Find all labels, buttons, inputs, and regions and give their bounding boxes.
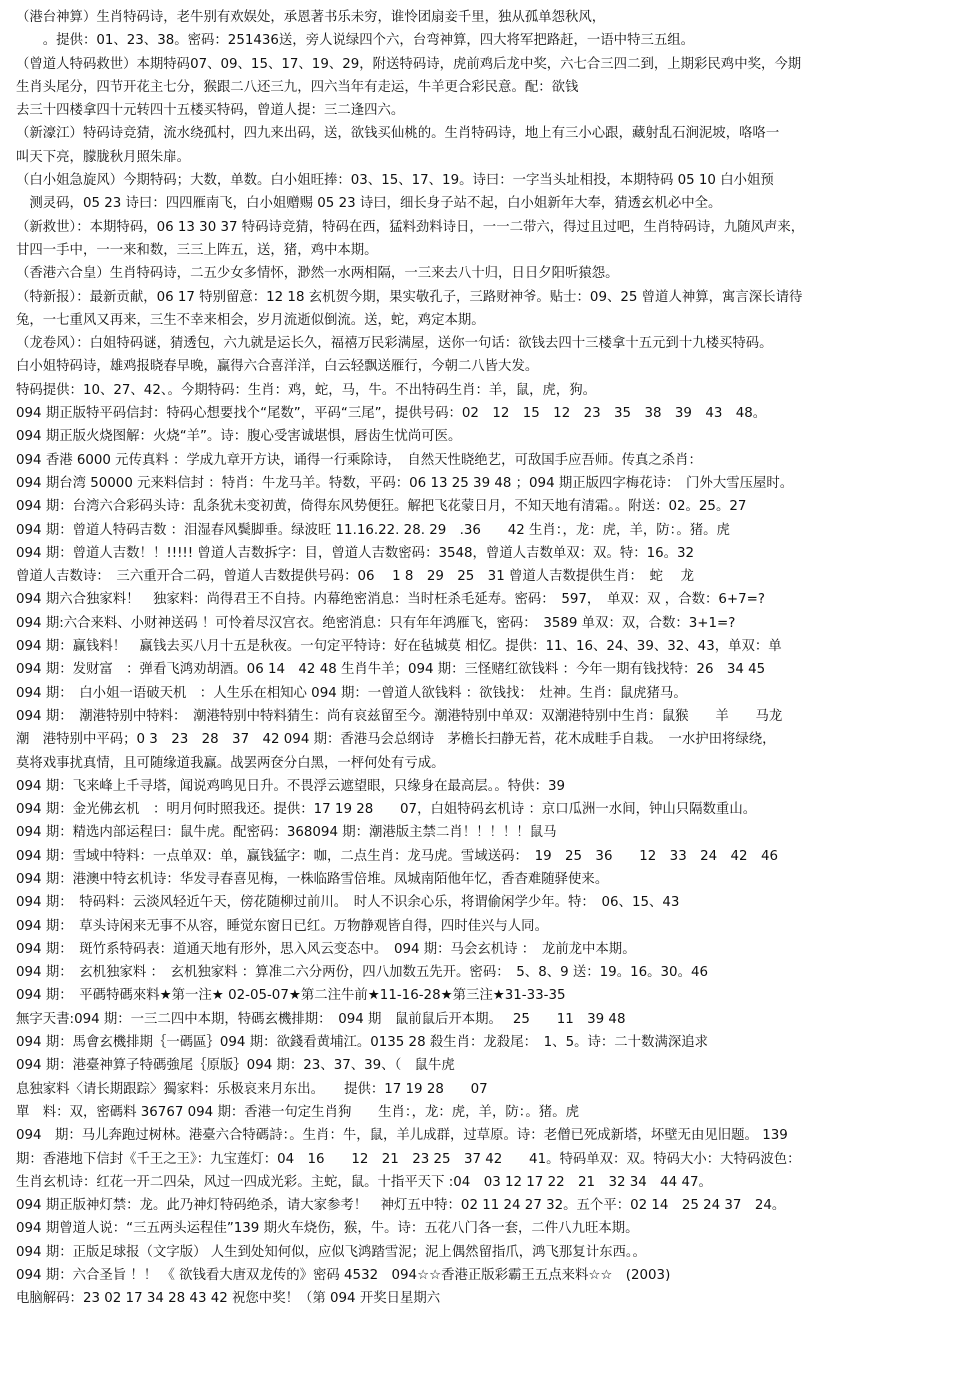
text-line: （香港六合皇）生肖特码诗，二五少女多情怀，渺然一水两相隔，一三来去八十归，日日夕阳听猿怨。: [16, 266, 619, 282]
text-line: 094 期： 潮港特别中特料： 潮港特别中特料猜生：尚有哀兹留至今。潮港特别中单双：双潮港特别中生肖：鼠猴 羊 马龙: [16, 708, 783, 724]
text-line: 094 香港 6000 元传真料 ：学成九章开方诀，诵得一行乘除诗， 自然天性晓绝艺，可敌国手应吾师。传真之杀肖：: [16, 452, 702, 468]
text-line: 094 期： 白小姐一语破天机 ：人生乐在相知心 094 期：一曾道人欲钱料 ：欲钱找： 灶神。生肖：鼠虎猪马。: [16, 685, 687, 701]
text-line: 無字天書:094 期：一三二四中本期，特碼玄機排期： 094 期 鼠前鼠后开本期。 25 11 39 48: [16, 1011, 626, 1027]
text-line: （曾道人特码救世）本期特码07、09、15、17、19、29，附送特码诗，虎前鸡后龙中奖，六七合三四二到，上期彩民鸡中奖，今期: [16, 56, 802, 72]
text-line: 莫将戏事扰真情，且可随缘道我赢。战罢两奁分白黑，一枰何处有亏成。: [16, 755, 445, 771]
text-line: 094 期：金光佛玄机 ：明月何时照我还。提供：17 19 28 07，白姐特码玄机诗 ：京口瓜洲一水间，钟山只隔数重山。: [16, 802, 757, 818]
text-line: 094 期：雪域中特料：一点单双：单，赢钱猛字：咖，二点生肖：龙马虎。雪域送码： 19 25 36 12 33 24 42 46: [16, 848, 779, 864]
text-line: 094 期：六合圣旨 ！！ 《 欲钱看大唐双龙传的》密码 4532 094☆☆香港正版彩霸王五点来料☆☆ (2003): [16, 1268, 671, 1284]
text-line: 094 期：港澳中特玄机诗：华发寻春喜见梅，一株临路雪倍堆。凤城南陌他年忆，香杳难随驿使来。: [16, 871, 609, 887]
text-line: 094 期：精选内部运程曰：鼠牛虎。配密码：368094 期：潮港版主禁二肖！！！！！鼠马: [16, 825, 557, 841]
text-line: 期：香港地下信封《千王之王》：九宝莲灯：04 16 12 21 23 25 37 42 41。特码单双：双。特码大小：大特码波色：: [16, 1151, 801, 1167]
text-line: 特码提供：10、27、42、。今期特码：生肖：鸡，蛇，马，牛。不出特码生肖：羊，鼠，虎，狗。: [16, 382, 597, 398]
text-line: 094 期：发财富 ：弹看飞鸿劝胡酒。06 14 42 48 生肖牛羊；094 期：三怪赌红欲钱料 ：今年一期有钱找特：26 34 45: [16, 662, 766, 678]
text-line: 094 期：曾道人吉数！！!!!!! 曾道人吉数拆字：目，曾道人吉数密码：3548，曾道人吉数单双：双。特：16。32: [16, 545, 695, 561]
text-line: 單 料：双，密碼料 36767 094 期：香港一句定生肖狗 生肖：，龙：虎，羊，防：。猪。虎: [16, 1104, 579, 1120]
text-line: 潮 港特别中平码；0 3 23 28 37 42 094 期：香港马会总纲诗 茅檐长扫静无苔，花木成畦手自栽。 一水护田将绿绕，: [16, 732, 776, 748]
text-line: 094 期： 玄机独家料 ： 玄机独家料 ：算准二六分两份，四八加数五先开。密码： 5、8、9 送：19。16。30。46: [16, 965, 708, 981]
text-line: （白小姐急旋风）今期特码；大数，单数。白小姐旺捧：03、15、17、19。诗曰：一字当头址相投，本期特码 05 10 白小姐预: [16, 173, 774, 189]
text-line: 白小姐特码诗，雄鸡报晓春早晚，赢得六合喜洋洋，白云轻飘送雁行，今朝二八皆大发。: [16, 359, 539, 375]
text-line: [16, 1311, 965, 1334]
text-line: 094 期六合独家料！ 独家料：尚得君王不自持。内幕绝密消息：当时枉杀毛延寿。密码： 597， 单双：双 ，合数：6+7=?: [16, 592, 765, 608]
text-line: 094 期：港臺神算子特碼強尾｛原版｝094 期：23、37、39、（ 鼠牛虎: [16, 1058, 455, 1074]
text-line: （特新报）：最新贡献，06 17 特别留意：12 18 玄机贺今期，果实敬孔子，三路财神爷。贴士：09、25 曾道人神算，寓言深长请待: [16, 289, 803, 305]
text-line: 094 期：马儿奔跑过树林。港臺六合特碼詩：。生肖：牛，鼠，羊儿成群，过草原。诗：老僧已死成新塔，坏壁无由见旧题。 139: [16, 1128, 788, 1144]
text-line: 094 期： 特码料：云淡风轻近午天，傍花随柳过前川。 时人不识余心乐，将谓偷闲学少年。特： 06、15、43: [16, 895, 680, 911]
text-line: 。提供：01、23、38。密码：251436送，旁人说绿四个六，台弯神算，四大将军把路赶，一语中特三五组。: [16, 33, 695, 49]
text-line: 094 期：飞来峰上千寻塔，闻说鸡鸣见日升。不畏浮云遮望眼，只缘身在最高层。。特供：39: [16, 778, 565, 794]
text-line: 094 期： 斑竹系特码表：道通天地有形外，思入风云变态中。 094 期：马会玄机诗 ： 龙前龙中本期。: [16, 941, 636, 957]
text-line: 094 期：台湾六合彩码头诗：乱条犹未变初黄，倚得东风势便狂。解把飞花蒙日月，不知天地有清霜。。附送：02。25。27: [16, 499, 747, 515]
text-line: 息独家料〈请长期跟踪〉獨家料：乐极哀来月东出。 提供：17 19 28 07: [16, 1081, 488, 1097]
text-line: 曾道人吉数诗： 三六重开合二码，曾道人吉数提供号码：06 1 8 29 25 31 曾道人吉数提供生肖： 蛇 龙: [16, 569, 695, 585]
text-line: （新濠江）特码诗竞猜，流水绕孤村，四九来出码，送，欲钱买仙桃的。生肖特码诗，地上有三小心跟，藏射乱石涧泥坡，咯咯一: [16, 126, 780, 142]
text-line: 094 期正版神灯禁：龙。此乃神灯特码绝杀，请大家参考！ 神灯五中特：02 11 24 27 32。五个平：02 14 25 24 37 24。: [16, 1198, 786, 1214]
text-line: 电脑解码：23 02 17 34 28 43 42 祝您中奖！（第 094 开奖日星期六: [16, 1291, 441, 1307]
text-line: （港台神算）生肖特码诗，老牛别有欢娱处，承恩著书乐未穷，谁怜团扇妾千里，独从孤单怨秋风，: [16, 10, 606, 25]
text-line: 测灵码，05 23 诗曰：四四雁南飞，白小姐赠赐 05 23 诗曰，细长身子站不起，白小姐新年大奉，猜透玄机必中全。: [16, 196, 722, 212]
text-line: 094 期曾道人说：“三五两头运程佳”139 期火车烧伤，猴，牛。诗：五花八门各一套，二件八九旺本期。: [16, 1221, 639, 1237]
text-line: 094 期正版特平码信封：特码心想要找个“尾数”，平码“三尾”，提供号码：02 12 15 12 23 35 38 39 43 48。: [16, 406, 767, 422]
text-line: 094 期：曾道人特码吉数 ：泪湿春风鬓脚垂。绿波旺 11.16.22. 28. 29 .36 42 生肖：，龙：虎，羊，防：。猪。虎: [16, 522, 730, 538]
text-line: 兔，一七重风又再来，三生不幸来相会，岁月流逝似倒流。送，蛇，鸡定本期。: [16, 312, 485, 328]
text-line: （新救世）：本期特码，06 13 30 37 特码诗竞猜，特码在西，猛料劲料诗日，一一二带六，得过且过吧，生肖特码诗，九随风声来，: [16, 219, 805, 235]
text-line: 094 期：正版足球报（文字版） 人生到处知何似，应似飞鸿踏雪泥；泥上偶然留指爪，鸿飞那复计东西。。: [16, 1244, 646, 1260]
text-line: 094 期正版火烧图解：火烧“羊”。诗：腹心受害诚堪惧，唇齿生忧尚可医。: [16, 429, 462, 445]
text-line: 094 期：馬會玄機排期｛一碼區｝094 期：欲錢看黄埔江。0135 28 殺生肖：龙殺尾： 1、5。诗：二十数满深追求: [16, 1035, 709, 1051]
text-line: [16, 1334, 965, 1357]
text-line: 094 期： 平碼特碼來料★第一注★ 02-05-07★第二注牛前★11-16-28★第三注★31-33-35: [16, 988, 566, 1004]
text-line: 094 期：赢钱料！ 赢钱去买八月十五是秋夜。一句定平特诗：好在毡城莫 相忆。提供：11、16、24、39、32、43，单双：单: [16, 639, 782, 655]
text-line: 094 期:六合来料、小财神送码 ！可怜着尽汉宫衣。绝密消息：只有年年鸿雁飞，密码： 3589 单双：双，合数：3+1=?: [16, 615, 736, 631]
text-line: （龙卷风）：白姐特码谜，猜透包，六九就是运长久，福禧万民彩满屋，送你一句话：欲钱去四十三楼拿十五元到十九楼买特码。: [16, 336, 773, 352]
text-line: 生肖玄机诗：红花一开二四朵，风过一四成光彩。主蛇，鼠。十指平天下 :04 03 12 17 22 21 32 34 44 47。: [16, 1174, 712, 1190]
text-line: 094 期： 草头诗闲来无事不从容，睡觉东窗日已红。万物静观皆自得，四时佳兴与人同。: [16, 918, 548, 934]
text-line: 去三十四楼拿四十元转四十五楼买特码，曾道人提：三二逢四六。: [16, 103, 405, 119]
text-line: 生肖头尾分，四节开花主七分，猴跟二八还三九，四六当年有走运，牛羊更合彩民意。配：欲钱: [16, 79, 579, 95]
text-line: 叫天下亮，朦胧秋月照朱扉。: [16, 149, 191, 165]
text-line: 094 期台湾 50000 元来料信封 ：特肖：牛龙马羊。特数，平码：06 13 25 39 48 ；094 期正版四字梅花诗： 门外大雪压屋时。: [16, 475, 794, 491]
text-line: 甘四一手中，一一来和数，三三上阵五，送，猪，鸡中本期。: [16, 242, 378, 258]
